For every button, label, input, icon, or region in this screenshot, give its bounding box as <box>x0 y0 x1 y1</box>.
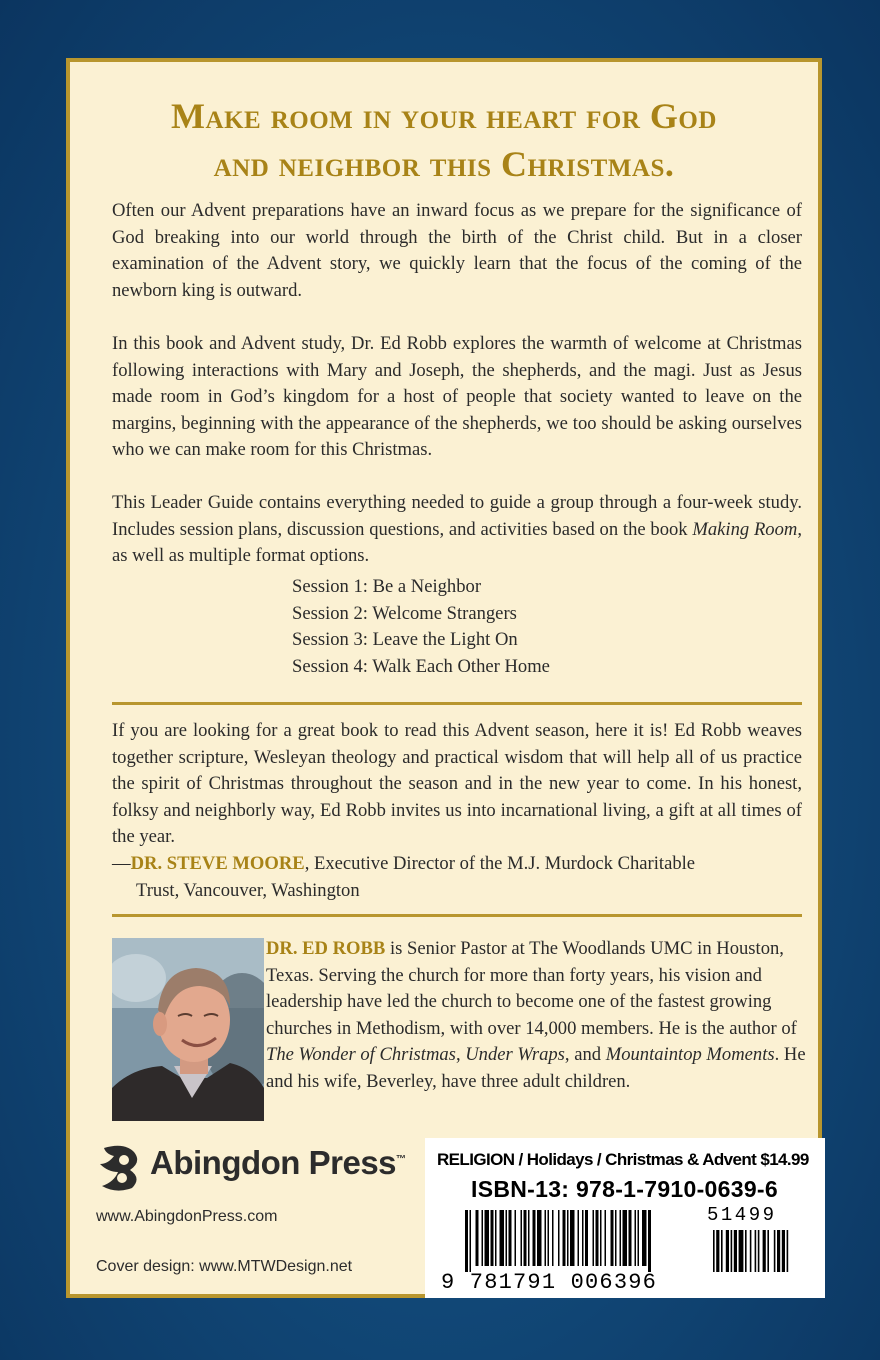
publisher-name-text: Abingdon Press <box>150 1144 397 1181</box>
book-title-under-wraps: Under Wraps <box>465 1044 565 1065</box>
barcode-addon-bar <box>726 1230 729 1272</box>
barcode-bar <box>545 1210 547 1266</box>
barcode-bar <box>615 1210 617 1266</box>
publisher-name <box>150 1144 406 1182</box>
barcode-bar <box>533 1210 536 1266</box>
description-paragraph-3 <box>112 490 802 570</box>
endorsement-attribution <box>112 851 812 904</box>
barcode-digits: 9 781791 006396 <box>441 1270 658 1295</box>
trademark: ™ <box>396 1154 406 1165</box>
barcode-bar <box>642 1210 647 1266</box>
headline-line-1: Make room in your heart for God <box>171 96 717 136</box>
barcode-addon-bar <box>758 1230 760 1272</box>
barcode-bar <box>528 1210 530 1266</box>
barcode-addon-bar <box>713 1230 715 1272</box>
divider-rule <box>112 702 802 705</box>
barcode-bar <box>611 1210 614 1266</box>
barcode-addon-bar <box>787 1230 789 1272</box>
divider-rule <box>112 914 802 917</box>
attribution-line-2: Trust, Vancouver, Washington <box>136 879 360 901</box>
barcode-addon-bar <box>750 1230 752 1272</box>
book-title-wonder: The Wonder of Christmas <box>266 1044 456 1065</box>
bio-text-1: is Senior Pastor at The Woodlands UMC in Houston, Texas. Serving the church for more than forty years, his vision and leadership have led the church to become one of the fastest growing churches in Methodism, with over 14,000 members. He is the author of <box>266 938 797 1039</box>
barcode-bar <box>570 1210 575 1266</box>
barcode-bar <box>558 1210 560 1266</box>
barcode-bar <box>620 1210 622 1266</box>
barcode-addon-bar <box>721 1230 723 1272</box>
barcode-addon-bar <box>774 1230 776 1272</box>
barcode-bar <box>585 1210 588 1266</box>
cover-design-credit: Cover design: www.MTWDesign.net <box>96 1258 353 1275</box>
author-photo <box>112 938 264 1121</box>
session-item: Session 3: Leave the Light On <box>292 629 518 650</box>
barcode-bar <box>596 1210 599 1266</box>
headline <box>70 92 818 188</box>
barcode-bar <box>567 1210 569 1266</box>
barcode-bar <box>593 1210 595 1266</box>
abingdon-press-icon <box>94 1142 146 1192</box>
isbn-number: ISBN-13: 978-1-7910-0639-6 <box>471 1176 778 1202</box>
barcode-bar <box>470 1210 472 1272</box>
barcode-bar <box>548 1210 550 1266</box>
barcode-bar <box>552 1210 554 1266</box>
barcode-addon-bar <box>739 1230 744 1272</box>
author-bio <box>266 936 806 1095</box>
bio-sep-2: , and <box>564 1044 606 1065</box>
barcode-addon-bar <box>782 1230 785 1272</box>
author-name: DR. ED ROBB <box>266 938 386 959</box>
barcode-bar <box>582 1210 584 1266</box>
barcode-bar <box>506 1210 508 1266</box>
endorser-name: DR. STEVE MOORE <box>130 853 305 874</box>
barcode-addon-bar <box>763 1230 766 1272</box>
barcode-bar <box>482 1210 484 1266</box>
barcode-bar <box>515 1210 517 1266</box>
bio-text-2: . He and his wife, Beverley, have three adult children. <box>266 1044 806 1092</box>
attribution-dash: — <box>112 853 131 874</box>
para3-before: This Leader Guide contains everything needed to guide a group through a four-week study. Includes session plans, discussion questions, and activities based on the book <box>112 492 802 540</box>
barcode-bar <box>491 1210 494 1266</box>
barcode-addon: 51499 <box>707 1204 777 1226</box>
attribution-line-1: , Executive Director of the M.J. Murdock Charitable <box>304 853 696 874</box>
barcode-bar <box>600 1210 602 1266</box>
barcode-bar <box>524 1210 527 1266</box>
barcode-bar <box>629 1210 632 1266</box>
session-item: Session 1: Be a Neighbor <box>292 576 482 597</box>
session-list <box>292 574 550 680</box>
barcode-bar <box>509 1210 512 1266</box>
barcode-addon-bar <box>755 1230 757 1272</box>
barcode-bar <box>465 1210 468 1272</box>
para3-after: , as well as multiple format options. <box>112 518 802 566</box>
barcode-bar <box>563 1210 566 1266</box>
description-paragraph-1: Often our Advent preparations have an inward focus as we prepare for the significance of God breaking into our world through the birth of the Christ child. But in a closer examination of the Advent story, we quickly learn that the focus of the coming of the newborn king is outward. <box>112 200 802 301</box>
barcode-addon-bar <box>734 1230 737 1272</box>
barcode-bar <box>638 1210 640 1266</box>
endorsement-quote: If you are looking for a great book to read this Advent season, here it is! Ed Robb weaves together scripture, Wesleyan theology and practical wisdom that will help all of us practice the spirit of Christmas throughout the season and in the new year to come. In his honest, folksy and neighborly way, Ed Robb invites us into incarnational living, a gift at all times of the year. <box>112 720 802 847</box>
publisher-url: www.AbingdonPress.com <box>96 1208 278 1225</box>
barcode-bar <box>476 1210 479 1266</box>
description-paragraph-2: In this book and Advent study, Dr. Ed Robb explores the warmth of welcome at Christmas following interactions with Mary and Joseph, the shepherds, and the magi. Just as Jesus made room in God’s kingdom for a host of people that society wanted to leave on the margins, beginning with the appearance of the shepherds, we too should be asking ourselves who we can make room for this Christmas. <box>112 333 802 460</box>
barcode-bar <box>605 1210 607 1266</box>
barcode-label <box>425 1138 825 1298</box>
barcode-addon-bar <box>767 1230 769 1272</box>
session-item: Session 4: Walk Each Other Home <box>292 655 550 677</box>
barcode-addon-bar <box>716 1230 719 1272</box>
barcode-bar <box>495 1210 497 1266</box>
barcode-bar <box>635 1210 637 1266</box>
back-cover-panel <box>66 58 822 1298</box>
barcode-bar <box>500 1210 505 1266</box>
barcode-bar <box>537 1210 542 1266</box>
category-price: RELIGION / Holidays / Christmas & Advent $14.99 <box>437 1150 809 1169</box>
barcode-addon-bar <box>745 1230 747 1272</box>
barcode-bar <box>623 1210 628 1266</box>
bio-sep-1: , <box>455 1044 466 1065</box>
publisher-logo <box>94 1142 454 1192</box>
barcode-bar <box>521 1210 523 1266</box>
session-item: Session 2: Welcome Strangers <box>292 602 517 624</box>
book-title-making-room: Making Room <box>692 518 798 540</box>
barcode-bar <box>648 1210 651 1272</box>
barcode-bar <box>578 1210 580 1266</box>
barcode-bar <box>485 1210 490 1266</box>
headline-line-2: and neighbor this Christmas. <box>213 144 675 184</box>
barcode-addon-bar <box>731 1230 733 1272</box>
book-title-mountaintop: Mountaintop Moments <box>605 1044 775 1065</box>
barcode-addon-bar <box>777 1230 780 1272</box>
author-portrait-illustration <box>112 938 264 1121</box>
